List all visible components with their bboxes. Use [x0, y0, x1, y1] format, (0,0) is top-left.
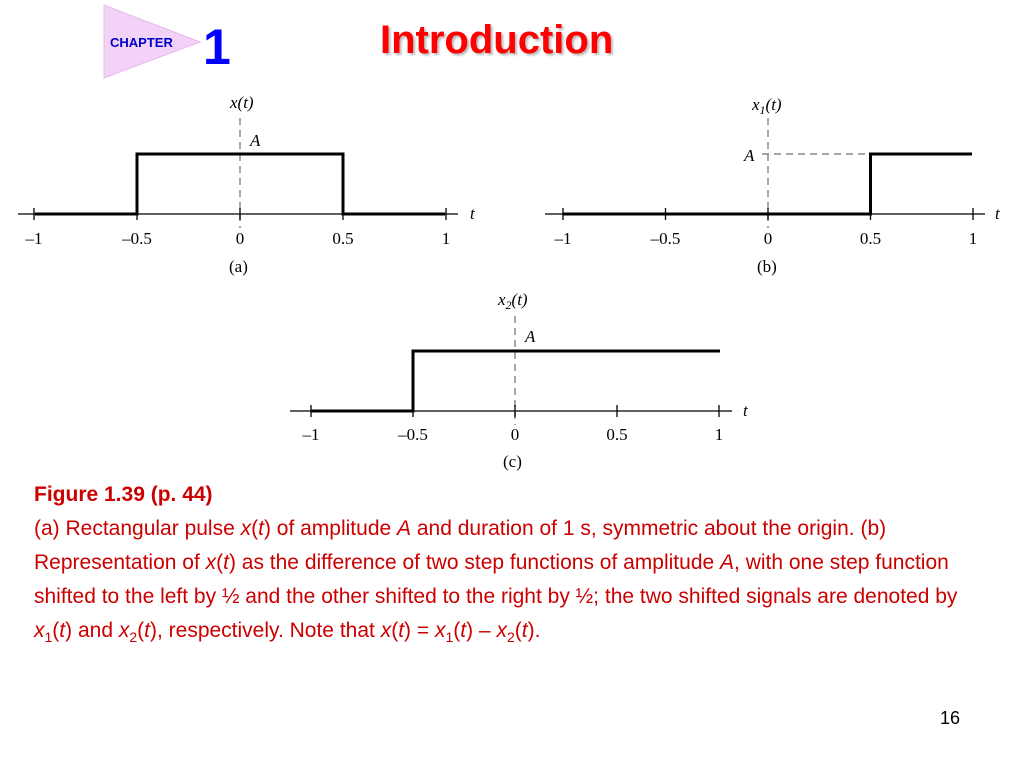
tick-label: 1	[714, 425, 724, 444]
panel-a-y-label: x(t)	[230, 93, 254, 112]
tick-label: 0	[763, 229, 773, 248]
tick-label: 1	[441, 229, 451, 248]
tick-label: –1	[302, 425, 320, 444]
panel-b-amplitude-label: A	[744, 146, 755, 165]
tick-label: 0.5	[606, 425, 628, 444]
panel-b-t-label: t	[995, 204, 1000, 223]
page-title: Introduction	[380, 18, 614, 62]
tick-label: 0	[510, 425, 520, 444]
panel-c-t-label: t	[743, 401, 748, 420]
panel-a-panel-label: (a)	[229, 257, 248, 276]
panel-b-panel-label: (b)	[757, 257, 777, 276]
tick-label: –0.5	[122, 229, 152, 248]
tick-label: 0	[235, 229, 245, 248]
chapter-number: 1	[203, 19, 231, 75]
caption-title: Figure 1.39 (p. 44)	[34, 483, 213, 506]
caption-body: (a) Rectangular pulse x(t) of amplitude A and duration of 1 s, symmetric about the origin. (b) Representation of x(t) as the difference of two step functions of amplitude A, with one step function shifted to the left by ½ and the other shifted to the right by ½; the two shifted signals are denoted by $x_1(t)$ and $x_2(t)$, respectively. Note that $x(t) = x_1(t) - x_2(t)$.	[34, 517, 958, 646]
panel-b-step-right	[545, 95, 1001, 276]
page-number: 16	[940, 708, 961, 728]
panel-c-panel-label: (c)	[503, 452, 522, 471]
tick-label: 0.5	[332, 229, 354, 248]
panel-a-rectangular-pulse	[18, 93, 476, 276]
panel-a-t-label: t	[470, 204, 475, 223]
tick-label: –0.5	[650, 229, 681, 248]
tick-label: –1	[554, 229, 572, 248]
panel-a-amplitude-label: A	[250, 131, 261, 150]
tick-label: –0.5	[398, 425, 428, 444]
chapter-label: CHAPTER	[110, 35, 173, 50]
panel-c-step-left	[290, 290, 749, 471]
figure-caption	[34, 478, 994, 648]
panel-b-y-label: $x_1(t)$	[752, 95, 782, 117]
panel-c-amplitude-label: A	[525, 327, 536, 346]
tick-label: 0.5	[859, 229, 882, 248]
tick-label: –1	[25, 229, 43, 248]
tick-label: 1	[968, 229, 978, 248]
panel-c-y-label: $x_2(t)$	[498, 290, 528, 312]
